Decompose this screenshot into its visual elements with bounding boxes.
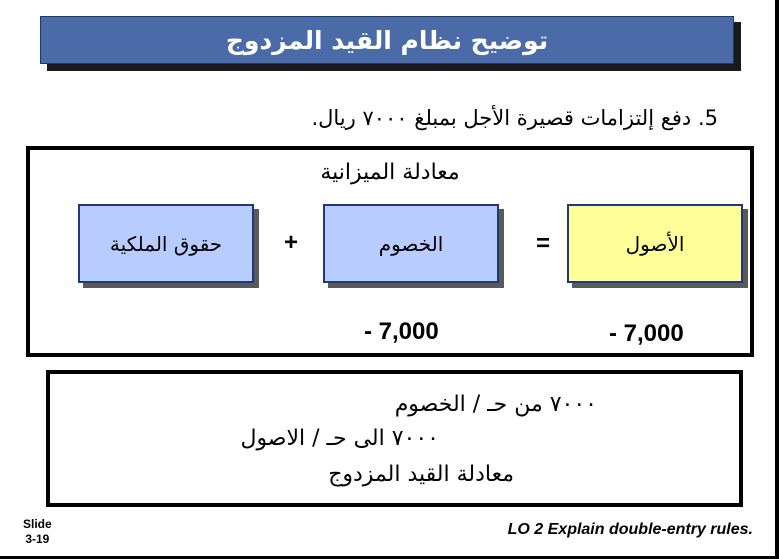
- slide-label-text: Slide: [23, 517, 52, 531]
- liabilities-label: الخصوم: [378, 231, 444, 256]
- equity-box: [78, 204, 254, 283]
- slide-title: توضيح نظام القيد المزدوج: [40, 16, 734, 64]
- liabilities-amount: - 7,000: [364, 318, 439, 345]
- transaction-description: 5. دفع إلتزامات قصيرة الأجل بمبلغ ٧٠٠٠ ريال.: [311, 106, 718, 130]
- journal-entry-box: [46, 370, 743, 507]
- slide-number-text: 3-19: [25, 532, 50, 546]
- assets-box: [567, 204, 743, 283]
- journal-debit-line: ٧٠٠٠ من حـ / الخصوم: [394, 392, 597, 417]
- equals-sign: =: [536, 230, 551, 257]
- liabilities-box: [323, 204, 499, 283]
- journal-footer: معادلة القيد المزدوج: [328, 462, 514, 487]
- plus-sign: +: [284, 229, 299, 256]
- journal-credit-line: ٧٠٠٠ الى حـ / الاصول: [240, 426, 439, 451]
- accounting-equation-box: [26, 146, 754, 357]
- learning-objective: LO 2 Explain double-entry rules.: [507, 521, 753, 538]
- equation-title: معادلة الميزانية: [320, 160, 460, 185]
- slide-frame-right: [775, 0, 779, 559]
- slide-number: [23, 517, 52, 547]
- equity-label: حقوق الملكية: [109, 231, 223, 256]
- assets-amount: - 7,000: [609, 320, 684, 347]
- assets-label: الأصول: [625, 231, 685, 256]
